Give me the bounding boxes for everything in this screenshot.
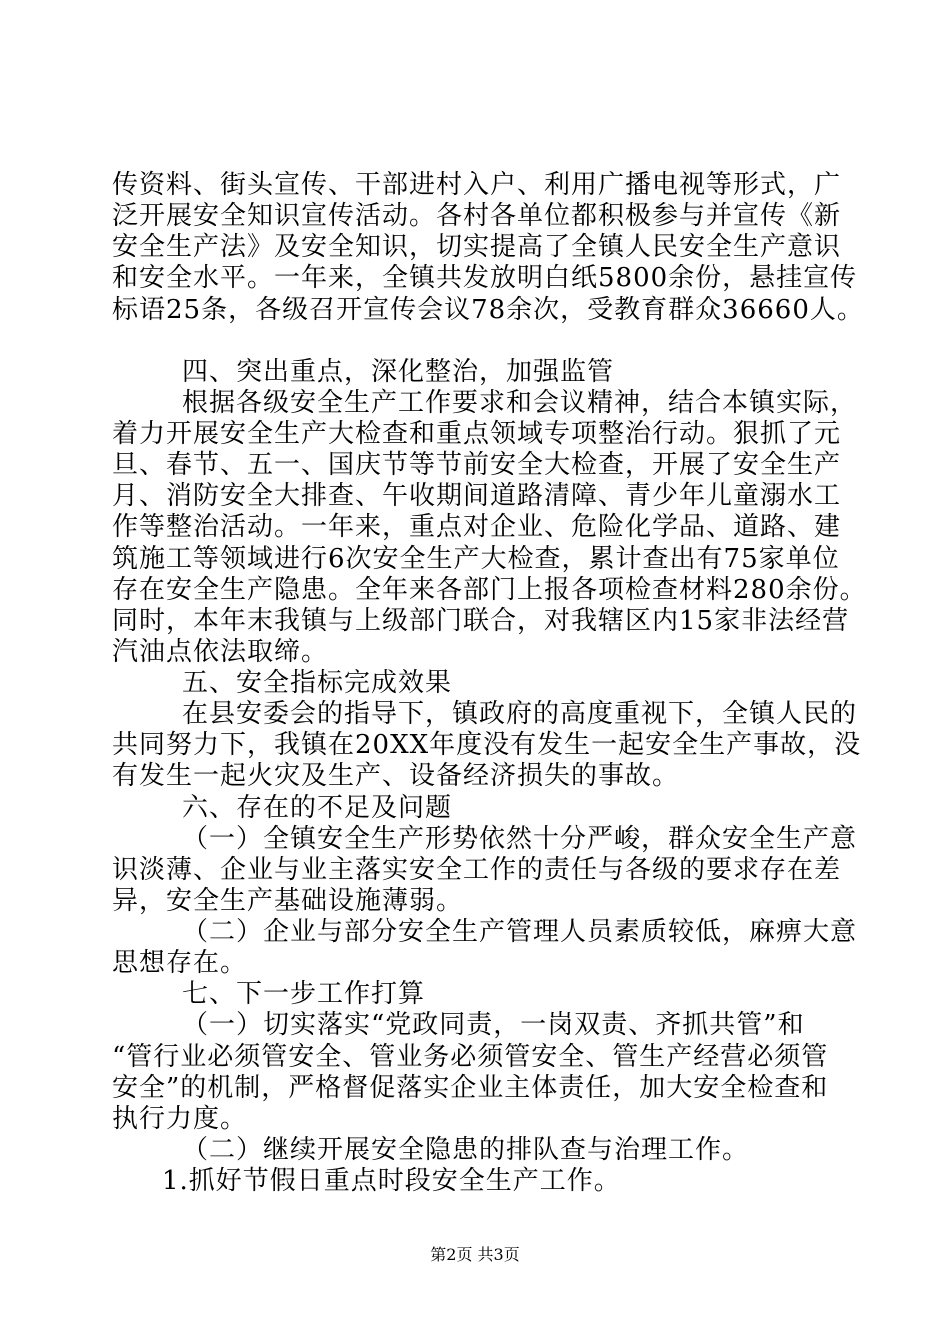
paragraph-line: （一）全镇安全生产形势依然十分严峻，群众安全生产意 <box>182 824 858 854</box>
paragraph-line: 异，安全生产基础设施薄弱。 <box>112 886 464 916</box>
section-heading: 六、存在的不足及问题 <box>182 793 453 823</box>
paragraph-line: （一）切实落实“党政同责，一岗双责、齐抓共管”和 <box>182 1010 805 1040</box>
paragraph-line: 执行力度。 <box>112 1104 248 1134</box>
paragraph-line: （二）继续开展安全隐患的排队查与治理工作。 <box>182 1135 750 1165</box>
paragraph-line: 汽油点依法取缔。 <box>112 637 329 667</box>
paragraph-line: 安全生产法》及安全知识，切实提高了全镇人民安全生产意识 <box>112 232 842 262</box>
paragraph-line: 旦、春节、五一、国庆节等节前安全大检查，开展了安全生产 <box>112 450 842 480</box>
paragraph-line: 1.抓好节假日重点时段安全生产工作。 <box>162 1166 621 1196</box>
paragraph-line: 识淡薄、企业与业主落实安全工作的责任与各级的要求存在差 <box>112 855 842 885</box>
paragraph-line: 泛开展安全知识宣传活动。各村各单位都积极参与并宣传《新 <box>112 201 842 231</box>
paragraph-line: 思想存在。 <box>112 948 248 978</box>
paragraph-line: 共同努力下，我镇在20XX年度没有发生一起安全生产事故，没 <box>112 730 862 760</box>
page-indicator: 第2页 共3页 <box>430 1245 520 1264</box>
paragraph-line: 和安全水平。一年来，全镇共发放明白纸5800余份，悬挂宣传 <box>112 263 858 293</box>
section-heading: 五、安全指标完成效果 <box>182 668 453 698</box>
paragraph-line: 作等整治活动。一年来，重点对企业、危险化学品、道路、建 <box>112 512 842 542</box>
section-heading: 四、突出重点，深化整治，加强监管 <box>182 357 615 387</box>
paragraph-line: 在县安委会的指导下，镇政府的高度重视下，全镇人民的 <box>182 699 858 729</box>
paragraph-line: 根据各级安全生产工作要求和会议精神，结合本镇实际， <box>182 388 858 418</box>
paragraph-line: （二）企业与部分安全生产管理人员素质较低，麻痹大意 <box>182 917 858 947</box>
paragraph-line: 有发生一起火灾及生产、设备经济损失的事故。 <box>112 761 680 791</box>
paragraph-line: 着力开展安全生产大检查和重点领域专项整治行动。狠抓了元 <box>112 419 842 449</box>
paragraph-line: 传资料、街头宣传、干部进村入户、利用广播电视等形式，广 <box>112 170 842 200</box>
paragraph-line: 月、消防安全大排查、午收期间道路清障、青少年儿童溺水工 <box>112 481 842 511</box>
paragraph-line: 安全”的机制，严格督促落实企业主体责任，加大安全检查和 <box>112 1073 829 1103</box>
paragraph-line: 筑施工等领域进行6次安全生产大检查，累计查出有75家单位 <box>112 544 840 574</box>
paragraph-line: 标语25条，各级召开宣传会议78余次，受教育群众36660人。 <box>112 295 864 325</box>
paragraph-line: 同时，本年末我镇与上级部门联合，对我辖区内15家非法经营 <box>112 606 850 636</box>
paragraph-line: 存在安全生产隐患。全年来各部门上报各项检查材料280余份。 <box>112 575 867 605</box>
paragraph-line: “管行业必须管安全、管业务必须管安全、管生产经营必须管 <box>112 1042 829 1072</box>
section-heading: 七、下一步工作打算 <box>182 979 426 1009</box>
